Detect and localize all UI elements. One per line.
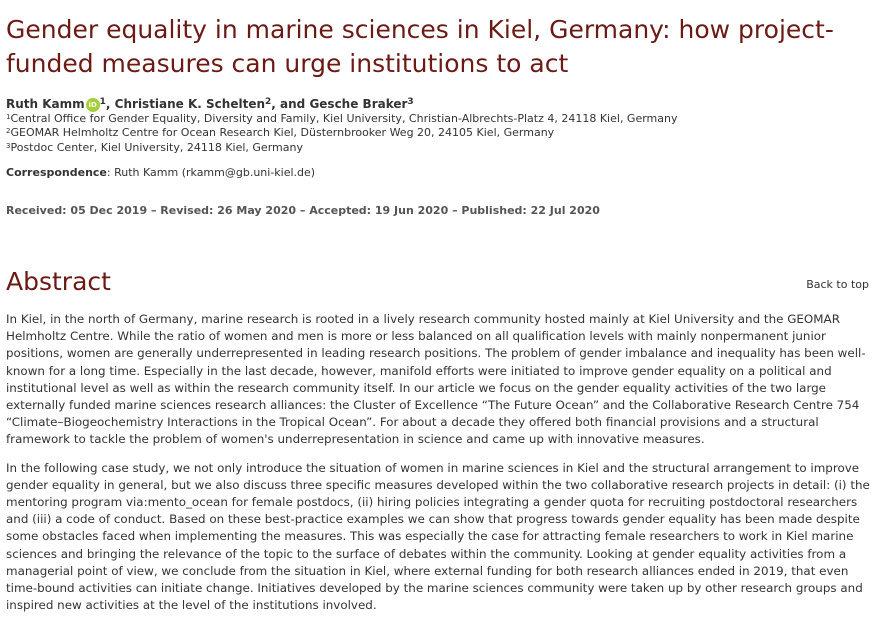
publication-dates: Received: 05 Dec 2019 – Revised: 26 May 2020 – Accepted: 19 Jun 2020 – Published: 22 Jul 2020: [6, 204, 600, 217]
correspondence: [6, 166, 315, 179]
affiliation-number: 1: [6, 113, 11, 121]
affiliation-item: [6, 141, 678, 155]
abstract-heading: Abstract: [6, 267, 111, 296]
author-name[interactable]: Ruth Kamm: [6, 97, 85, 111]
correspondence-label: Correspondence: [6, 166, 107, 179]
abstract-paragraph: In the following case study, we not only introduce the situation of women in marine sciences in Kiel and the structural arrangement to improve gender equality in general, but we also discuss three specific measures developed within the two collaborative research projects in detail: (i) the mentoring program via:mento_ocean for female postdocs, (ii) hiring policies integrating a gender quota for recruiting postdoctoral researchers and (iii) a code of conduct. Based on these best-practice examples we can show that progress towards gender equality has been made despite some obstacles faced when implementing the measures. This was especially the case for attracting female researchers to work in Kiel marine sciences and bringing the relevance of the topic to the surface of debates within the community. Looking at gender equality activities from a managerial point of view, we conclude from the situation in Kiel, where external funding for both research alliances ended in 2019, that even time-bound activities can initiate change. Initiatives developed by the marine sciences community were taken up by other research groups and inspired new activities at the level of the institutions involved.: [6, 460, 870, 613]
affiliation-item: [6, 112, 678, 126]
abstract-paragraph: In Kiel, in the north of Germany, marine research is rooted in a lively research community hosted mainly at Kiel University and the GEOMAR Helmholtz Centre. While the ratio of women and men is more or less balanced on all qualification levels with mainly nonpermanent junior positions, women are generally underrepresented in leading research positions. The problem of gender imbalance and inequality has been well-known for a long time. Especially in the last decade, however, manifold efforts were initiated to improve gender equality on a political and institutional level as well as within the research community itself. In our article we focus on the gender equality activities of the two large externally funded marine sciences research alliances: the Cluster of Excellence “The Future Ocean” and the Collaborative Research Centre 754 “Climate–Biogeochemistry Interactions in the Tropical Ocean”. For about a decade they offered both financial provisions and a structural framework to tackle the problem of women's underrepresentation in science and came up with innovative measures.: [6, 312, 866, 447]
affiliation-text: Central Office for Gender Equality, Diversity and Family, Kiel University, Christian-Albrechts-Platz 4, 24118 Kiel, Germany: [10, 112, 678, 125]
affiliation-text: GEOMAR Helmholtz Centre for Ocean Research Kiel, Düsternbrooker Weg 20, 24105 Kiel, Germany: [10, 126, 555, 140]
author-name[interactable]: Christiane K. Schelten: [114, 97, 266, 111]
author-affiliation-number: 3: [407, 97, 414, 107]
author-name[interactable]: Gesche Braker: [309, 97, 408, 111]
article-title: Gender equality in marine sciences in Kiel, Germany: how project-funded measures can urge institutions to act: [6, 15, 834, 78]
back-to-top-link[interactable]: Back to top: [806, 278, 869, 291]
author-separator: ,: [105, 97, 115, 111]
affiliation-list: [6, 112, 678, 155]
correspondence-text[interactable]: : Ruth Kamm (rkamm@gb.uni-kiel.de): [106, 166, 316, 179]
affiliation-text: Postdoc Center, Kiel University, 24118 Kiel, Germany: [10, 140, 303, 154]
author-separator: , and: [271, 97, 310, 111]
affiliation-number: 3: [6, 141, 11, 150]
affiliation-item: [6, 126, 678, 140]
author-list: [6, 95, 414, 113]
author-affiliation-number: 1: [99, 97, 106, 107]
affiliation-number: 2: [6, 127, 11, 136]
orcid-icon[interactable]: iD: [86, 98, 100, 112]
abstract-body: [6, 311, 874, 625]
author-affiliation-number: 2: [265, 97, 272, 107]
